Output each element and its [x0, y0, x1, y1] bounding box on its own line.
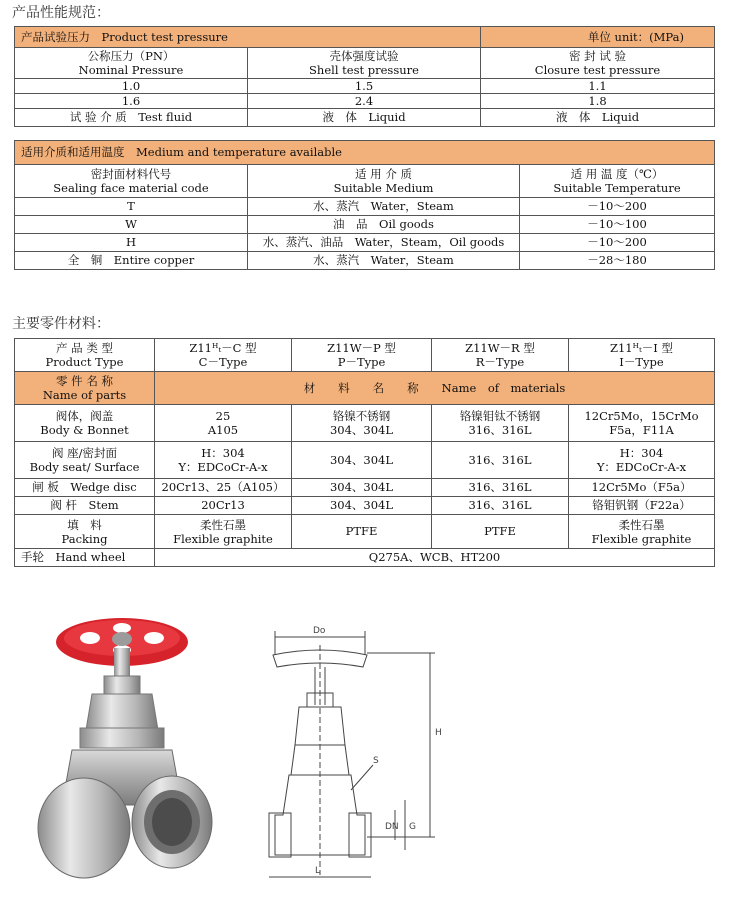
table-cell: 304、304L [292, 479, 432, 497]
unit-label: 单位 unit：(MPa) [481, 27, 715, 48]
table-cell: PTFE [432, 515, 569, 549]
table-cell: 液 体 Liquid [248, 109, 481, 127]
table-cell: －10～200 [520, 198, 715, 216]
table-cell: 铬钼钒钢（F22a） [569, 497, 715, 515]
table-cell: 柔性石墨 Flexible graphite [569, 515, 715, 549]
dim-g: G [409, 822, 416, 832]
table-cell: 1.8 [481, 94, 715, 109]
type-r: Z11W－R 型 R－Type [432, 339, 569, 372]
table-cell: 25 A105 [155, 405, 292, 442]
medium-temperature-table [14, 140, 715, 270]
table-cell: －28～180 [520, 252, 715, 270]
part-body-bonnet: 阀体，阀盖 Body & Bonnet [15, 405, 155, 442]
part-packing: 填 料 Packing [15, 515, 155, 549]
head-suitable-medium: 适 用 介 质 Suitable Medium [248, 165, 520, 198]
head-shell-test: 壳体强度试验 Shell test pressure [248, 48, 481, 79]
table-cell: 20Cr13 [155, 497, 292, 515]
table-cell: 油 品 Oil goods [248, 216, 520, 234]
test-pressure-title: 产品试验压力 Product test pressure [15, 27, 481, 48]
heading-performance: 产品性能规范： [12, 5, 110, 21]
table-cell: 316、316L [432, 497, 569, 515]
head-name-of-parts: 零 件 名 称 Name of parts [15, 372, 155, 405]
type-i: Z11ᴴₜ－I 型 I－Type [569, 339, 715, 372]
table-cell: 铬镍不锈钢 304、304L [292, 405, 432, 442]
head-product-type: 产 品 类 型 Product Type [15, 339, 155, 372]
part-body-seat: 阀 座/密封面 Body seat/ Surface [15, 442, 155, 479]
table-cell: 304、304L [292, 497, 432, 515]
table-cell: W [15, 216, 248, 234]
table-cell: 柔性石墨 Flexible graphite [155, 515, 292, 549]
dim-do: Do [313, 626, 326, 636]
part-wedge-disc: 闸 板 Wedge disc [15, 479, 155, 497]
table-cell: 1.6 [15, 94, 248, 109]
type-c: Z11ᴴₜ－C 型 C－Type [155, 339, 292, 372]
dim-s: S [373, 756, 379, 766]
table-cell: 12Cr5Mo（F5a） [569, 479, 715, 497]
table-cell: T [15, 198, 248, 216]
head-nominal-pressure: 公称压力（PN） Nominal Pressure [15, 48, 248, 79]
table-cell: 水、蒸汽 Water，Steam [248, 252, 520, 270]
table-cell: 试 验 介 质 Test fluid [15, 109, 248, 127]
table-cell: 1.1 [481, 79, 715, 94]
table-cell: 2.4 [248, 94, 481, 109]
table-cell: 水、蒸汽、油品 Water，Steam，Oil goods [248, 234, 520, 252]
table-cell: H：304 Y：EDCoCr-A-x [155, 442, 292, 479]
heading-materials: 主要零件材料： [12, 316, 110, 332]
table-cell: 304、304L [292, 442, 432, 479]
table-cell: Q275A、WCB、HT200 [155, 549, 715, 567]
table-cell: 1.0 [15, 79, 248, 94]
test-pressure-table [14, 26, 715, 127]
medium-temperature-title: 适用介质和适用温度 Medium and temperature available [15, 141, 715, 165]
head-materials: 材 料 名 称 Name of materials [155, 372, 715, 405]
table-cell: H [15, 234, 248, 252]
head-closure-test: 密 封 试 验 Closure test pressure [481, 48, 715, 79]
head-sealing-code: 密封面材料代号 Sealing face material code [15, 165, 248, 198]
table-cell: 20Cr13、25（A105） [155, 479, 292, 497]
table-cell: 全 铜 Entire copper [15, 252, 248, 270]
head-suitable-temperature: 适 用 温 度（℃） Suitable Temperature [520, 165, 715, 198]
table-cell: 铬镍钼钛不锈钢 316、316L [432, 405, 569, 442]
part-stem: 阀 杆 Stem [15, 497, 155, 515]
table-cell: 316、316L [432, 442, 569, 479]
table-cell: H：304 Y：EDCoCr-A-x [569, 442, 715, 479]
dim-h: H [435, 728, 442, 738]
table-cell: 1.5 [248, 79, 481, 94]
valve-drawing [255, 615, 465, 895]
table-cell: －10～200 [520, 234, 715, 252]
dim-dn: DN [385, 822, 399, 832]
part-hand-wheel: 手轮 Hand wheel [15, 549, 155, 567]
dim-l: L [315, 866, 321, 876]
table-cell: PTFE [292, 515, 432, 549]
type-p: Z11W－P 型 P－Type [292, 339, 432, 372]
table-cell: 水、蒸汽 Water，Steam [248, 198, 520, 216]
parts-materials-table [14, 338, 715, 567]
valve-photo [22, 600, 222, 890]
table-cell: 316、316L [432, 479, 569, 497]
table-cell: 液 体 Liquid [481, 109, 715, 127]
table-cell: 12Cr5Mo，15CrMo F5a，F11A [569, 405, 715, 442]
table-cell: －10～100 [520, 216, 715, 234]
